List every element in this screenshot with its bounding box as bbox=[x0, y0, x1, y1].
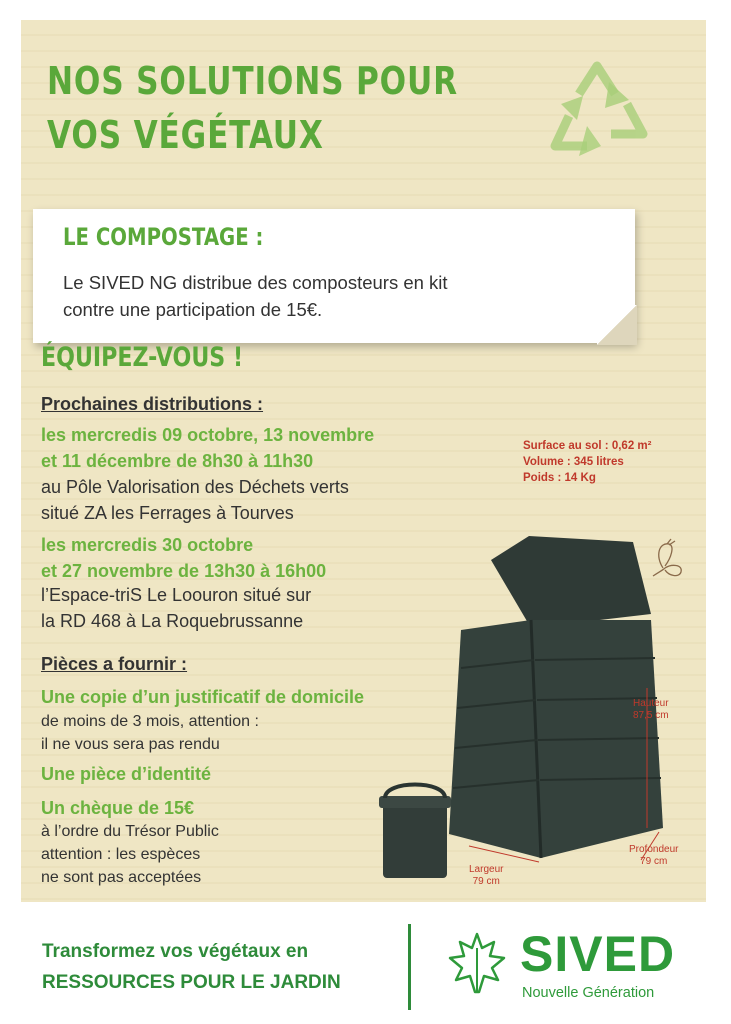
distribution-2-place-line-1: l’Espace-triS Le Loouron situé sur bbox=[41, 585, 312, 605]
distribution-1-place-line-2: situé ZA les Ferrages à Tourves bbox=[41, 503, 294, 523]
piece-1-detail-line-1: de moins de 3 mois, attention : bbox=[41, 713, 259, 730]
distribution-1-line-2: et 11 décembre de 8h30 à 11h30 bbox=[41, 451, 314, 471]
sived-logo-name: SIVED bbox=[520, 926, 676, 982]
equip-title: ÉQUIPEZ-VOUS ! bbox=[41, 342, 244, 373]
recycle-icon bbox=[539, 56, 659, 166]
largeur-label: Largeur bbox=[469, 864, 504, 875]
maple-leaf-icon bbox=[442, 928, 512, 998]
pieces-heading: Pièces a fournir : bbox=[41, 654, 188, 674]
profondeur-value: 79 cm bbox=[640, 856, 668, 867]
footer-slogan bbox=[42, 936, 402, 998]
slogan-line-1: Transformez vos végétaux en bbox=[42, 941, 309, 962]
piece-1-detail-line-2: il ne vous sera pas rendu bbox=[41, 736, 220, 753]
distribution-2-line-2: et 27 novembre de 13h30 à 16h00 bbox=[41, 561, 327, 581]
distributions-heading: Prochaines distributions : bbox=[41, 394, 264, 414]
spec-surface: Surface au sol : 0,62 m² bbox=[523, 440, 652, 452]
piece-1-title: Une copie d’un justificatif de domicile bbox=[41, 687, 365, 707]
page-title bbox=[47, 54, 458, 162]
sived-logo-subtitle: Nouvelle Génération bbox=[522, 985, 655, 1001]
piece-3-detail bbox=[41, 820, 219, 889]
distribution-1-place-line-1: au Pôle Valorisation des Déchets verts bbox=[41, 477, 349, 497]
piece-2-title: Une pièce d’identité bbox=[41, 764, 212, 784]
dimension-hauteur bbox=[633, 698, 669, 722]
piece-3-detail-line-2: attention : les espèces bbox=[41, 846, 201, 863]
profondeur-label: Profondeur bbox=[629, 844, 679, 855]
distribution-1-dates bbox=[41, 422, 374, 474]
distribution-2-dates bbox=[41, 532, 326, 584]
title-line-1: NOS SOLUTIONS POUR bbox=[47, 59, 458, 103]
compost-line-2: contre une participation de 15€. bbox=[63, 299, 323, 320]
distribution-1-line-1: les mercredis 09 octobre, 13 novembre bbox=[41, 425, 375, 445]
dimension-largeur bbox=[469, 864, 503, 888]
distribution-2-place bbox=[41, 582, 311, 634]
piece-3-detail-line-3: ne sont pas acceptées bbox=[41, 869, 202, 886]
poster bbox=[21, 20, 706, 902]
largeur-value: 79 cm bbox=[472, 876, 500, 887]
piece-3-detail-line-1: à l’ordre du Trésor Public bbox=[41, 823, 219, 840]
compost-card bbox=[33, 209, 635, 343]
spec-volume: Volume : 345 litres bbox=[523, 456, 624, 468]
hauteur-value: 87,5 cm bbox=[633, 710, 669, 721]
dimension-profondeur bbox=[629, 844, 678, 868]
composter-specs bbox=[523, 438, 651, 486]
distribution-2-place-line-2: la RD 468 à La Roquebrussanne bbox=[41, 611, 304, 631]
hauteur-label: Hauteur bbox=[633, 698, 669, 709]
distribution-1-place bbox=[41, 474, 349, 526]
page-curl bbox=[597, 305, 637, 345]
compost-title: LE COMPOSTAGE : bbox=[63, 223, 264, 251]
distribution-2-line-1: les mercredis 30 octobre bbox=[41, 535, 254, 555]
compost-line-1: Le SIVED NG distribue des composteurs en kit bbox=[63, 272, 448, 293]
spec-poids: Poids : 14 Kg bbox=[523, 472, 596, 484]
slogan-line-2: RESSOURCES POUR LE JARDIN bbox=[42, 972, 341, 993]
piece-1-detail bbox=[41, 710, 259, 756]
compost-description bbox=[63, 269, 583, 323]
title-line-2: VOS VÉGÉTAUX bbox=[47, 113, 324, 157]
piece-3-title: Un chèque de 15€ bbox=[41, 798, 195, 818]
footer-divider bbox=[408, 924, 411, 1010]
